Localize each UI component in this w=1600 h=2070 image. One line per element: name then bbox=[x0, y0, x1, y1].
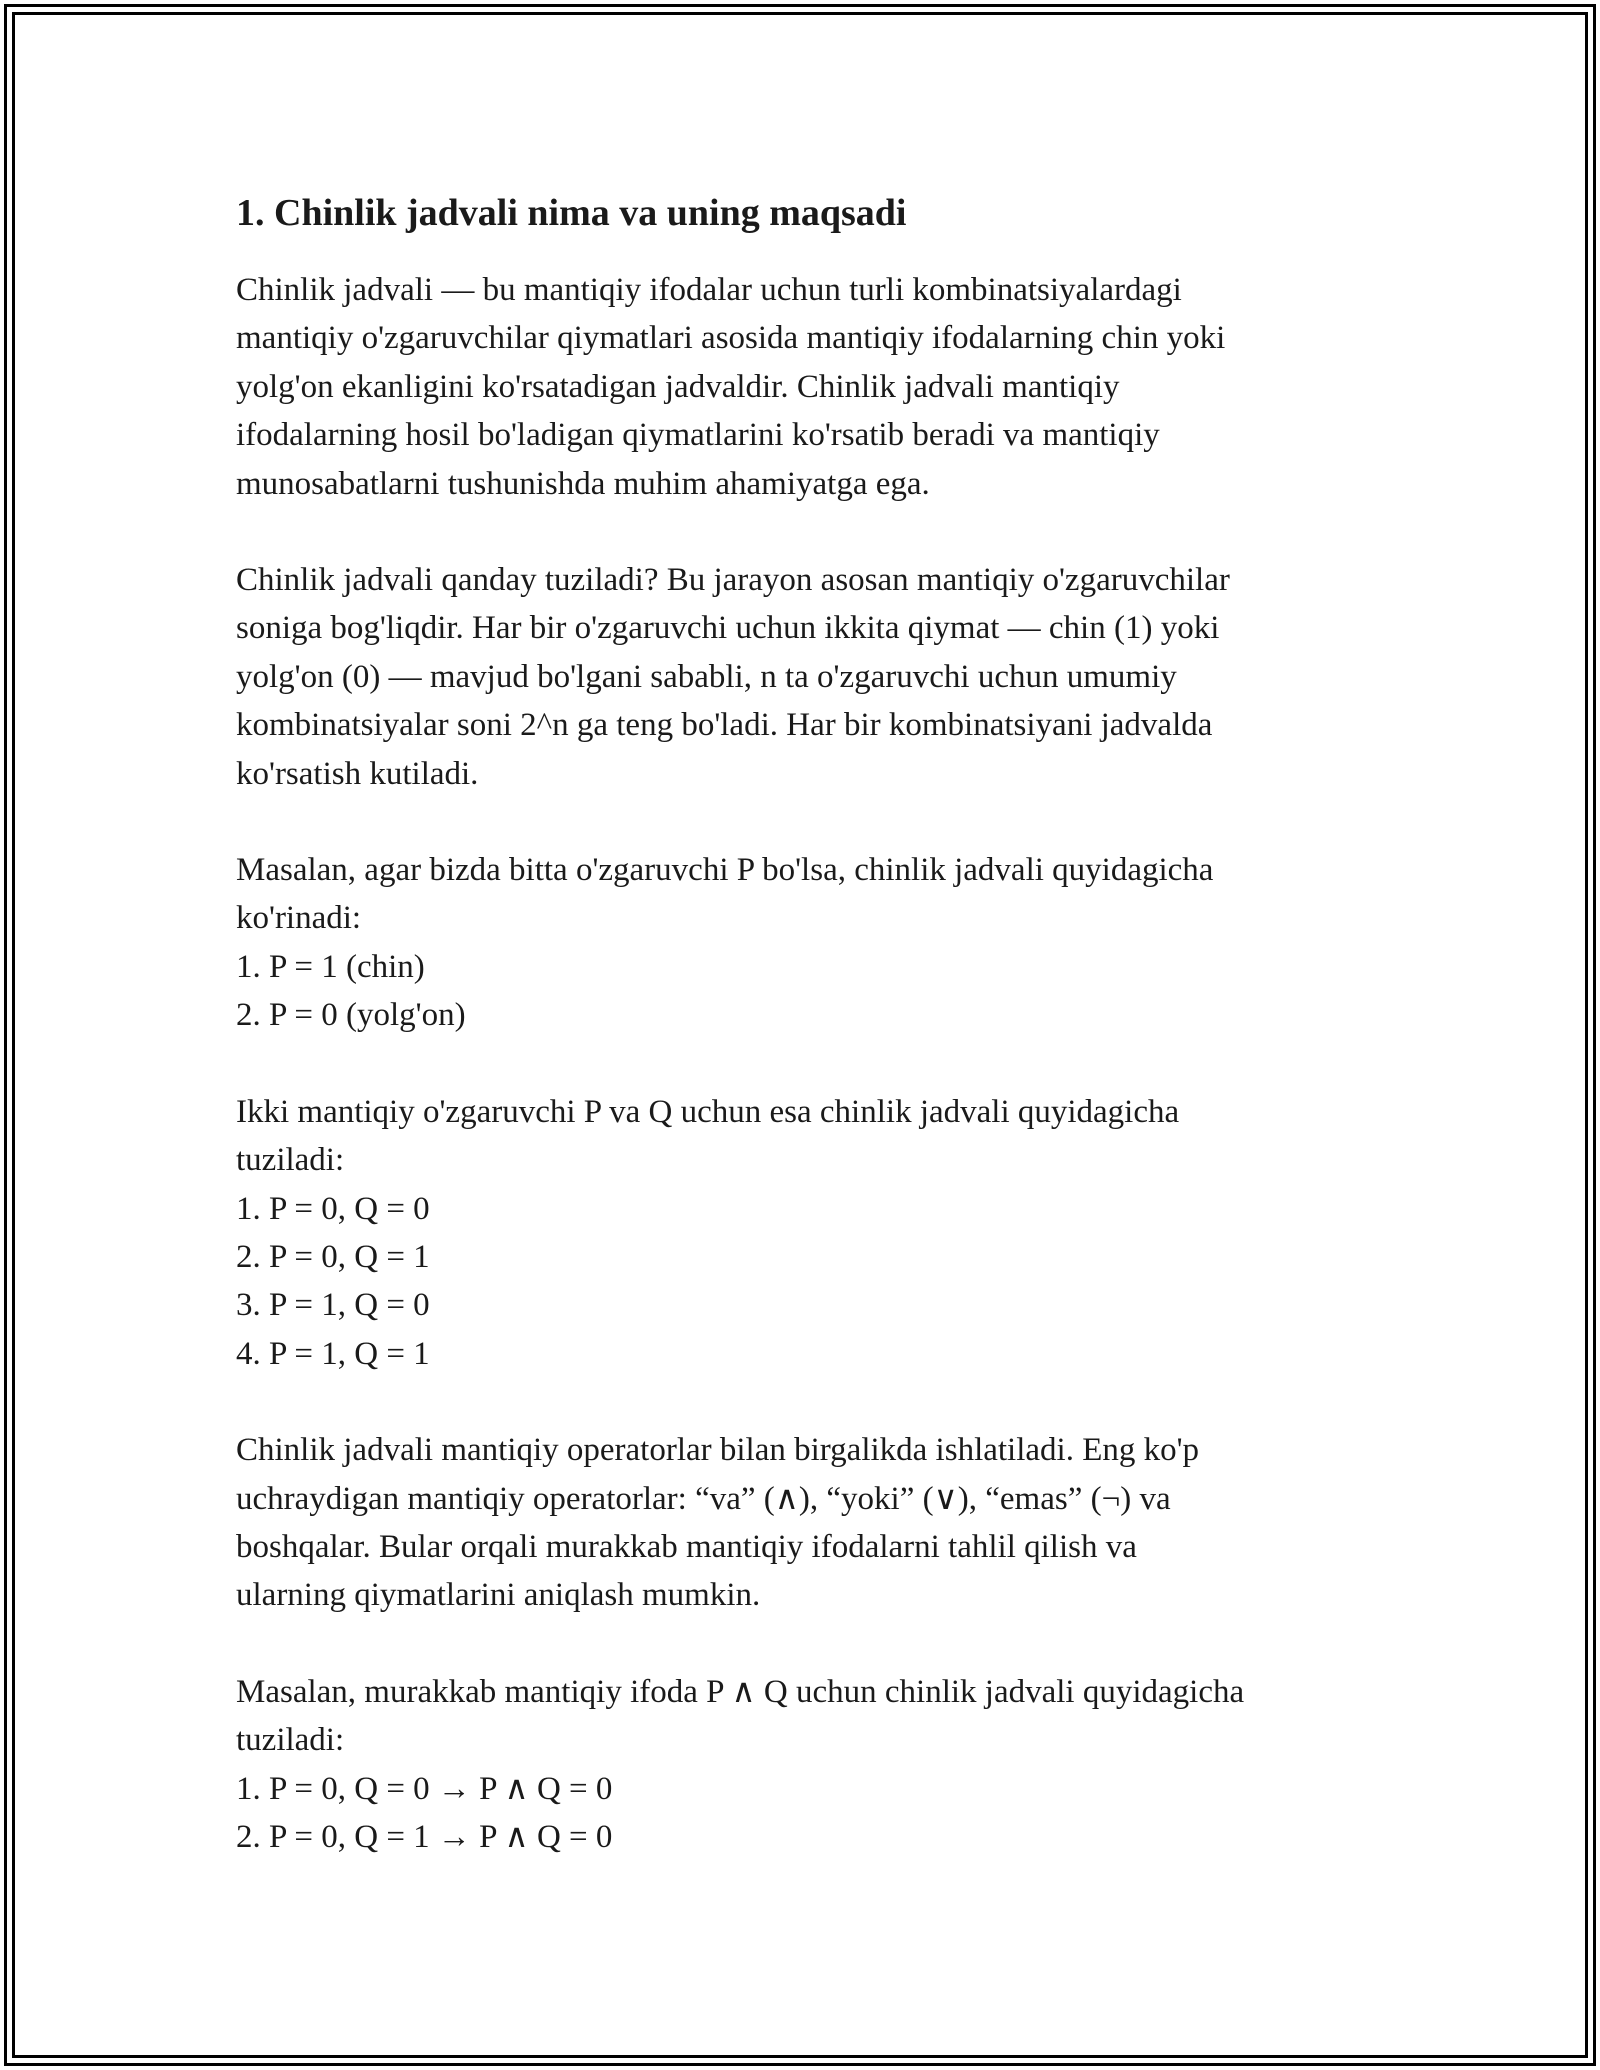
paragraph bbox=[236, 1426, 1386, 1620]
text-line: tuziladi: bbox=[236, 1722, 345, 1759]
paragraph bbox=[236, 1668, 1386, 1862]
text-line: tuziladi: bbox=[236, 1142, 345, 1179]
text-line: 4. P = 1, Q = 1 bbox=[236, 1335, 430, 1372]
text-line: 2. P = 0 (yolg'on) bbox=[236, 997, 466, 1034]
text-line: munosabatlarni tushunishda muhim ahamiyatga ega. bbox=[236, 465, 930, 502]
paragraph bbox=[236, 846, 1386, 1040]
text-line: ko'rinadi: bbox=[236, 900, 362, 937]
text-line: yolg'on (0) — mavjud bo'lgani sababli, n ta o'zgaruvchi uchun umumiy bbox=[236, 658, 1177, 695]
paragraph bbox=[236, 1088, 1386, 1378]
text-line: 3. P = 1, Q = 0 bbox=[236, 1287, 430, 1324]
paragraphs-container bbox=[236, 266, 1386, 1861]
text-line: Chinlik jadvali — bu mantiqiy ifodalar uchun turli kombinatsiyalardagi bbox=[236, 272, 1182, 308]
text-line: 1. P = 0, Q = 0 bbox=[236, 1190, 430, 1227]
section-heading: 1. Chinlik jadvali nima va uning maqsadi bbox=[236, 192, 907, 234]
text-line: kombinatsiyalar soni 2^n ga teng bo'ladi. Har bir kombinatsiyani jadvalda bbox=[236, 707, 1213, 744]
document-body bbox=[236, 186, 1386, 1909]
text-line: ifodalarning hosil bo'ladigan qiymatlarini ko'rsatib beradi va mantiqiy bbox=[236, 417, 1160, 454]
text-line: Chinlik jadvali qanday tuziladi? Bu jarayon asosan mantiqiy o'zgaruvchilar bbox=[236, 562, 1230, 599]
paragraph bbox=[236, 266, 1386, 508]
text-line: ularning qiymatlarini aniqlash mumkin. bbox=[236, 1577, 761, 1614]
text-line: ko'rsatish kutiladi. bbox=[236, 755, 479, 792]
text-line: 1. P = 0, Q = 0 → P ∧ Q = 0 bbox=[236, 1770, 613, 1807]
text-line: boshqalar. Bular orqali murakkab mantiqiy ifodalarni tahlil qilish va bbox=[236, 1528, 1137, 1565]
text-line: Masalan, agar bizda bitta o'zgaruvchi P bo'lsa, chinlik jadvali quyidagicha bbox=[236, 852, 1214, 889]
text-line: Chinlik jadvali mantiqiy operatorlar bilan birgalikda ishlatiladi. Eng ko'p bbox=[236, 1432, 1200, 1469]
text-line: yolg'on ekanligini ko'rsatadigan jadvaldir. Chinlik jadvali mantiqiy bbox=[236, 368, 1120, 405]
text-line: 2. P = 0, Q = 1 → P ∧ Q = 0 bbox=[236, 1818, 613, 1855]
text-line: Ikki mantiqiy o'zgaruvchi P va Q uchun esa chinlik jadvali quyidagicha bbox=[236, 1093, 1180, 1130]
text-line: 1. P = 1 (chin) bbox=[236, 948, 425, 985]
text-line: soniga bog'liqdir. Har bir o'zgaruvchi uchun ikkita qiymat — chin (1) yoki bbox=[236, 610, 1220, 647]
text-line: 2. P = 0, Q = 1 bbox=[236, 1238, 430, 1275]
text-line: Masalan, murakkab mantiqiy ifoda P ∧ Q uchun chinlik jadvali quyidagicha bbox=[236, 1673, 1245, 1710]
paragraph bbox=[236, 556, 1386, 798]
text-line: mantiqiy o'zgaruvchilar qiymatlari asosida mantiqiy ifodalarning chin yoki bbox=[236, 320, 1226, 357]
text-line: uchraydigan mantiqiy operatorlar: “va” (∧), “yoki” (∨), “emas” (¬) va bbox=[236, 1480, 1171, 1517]
